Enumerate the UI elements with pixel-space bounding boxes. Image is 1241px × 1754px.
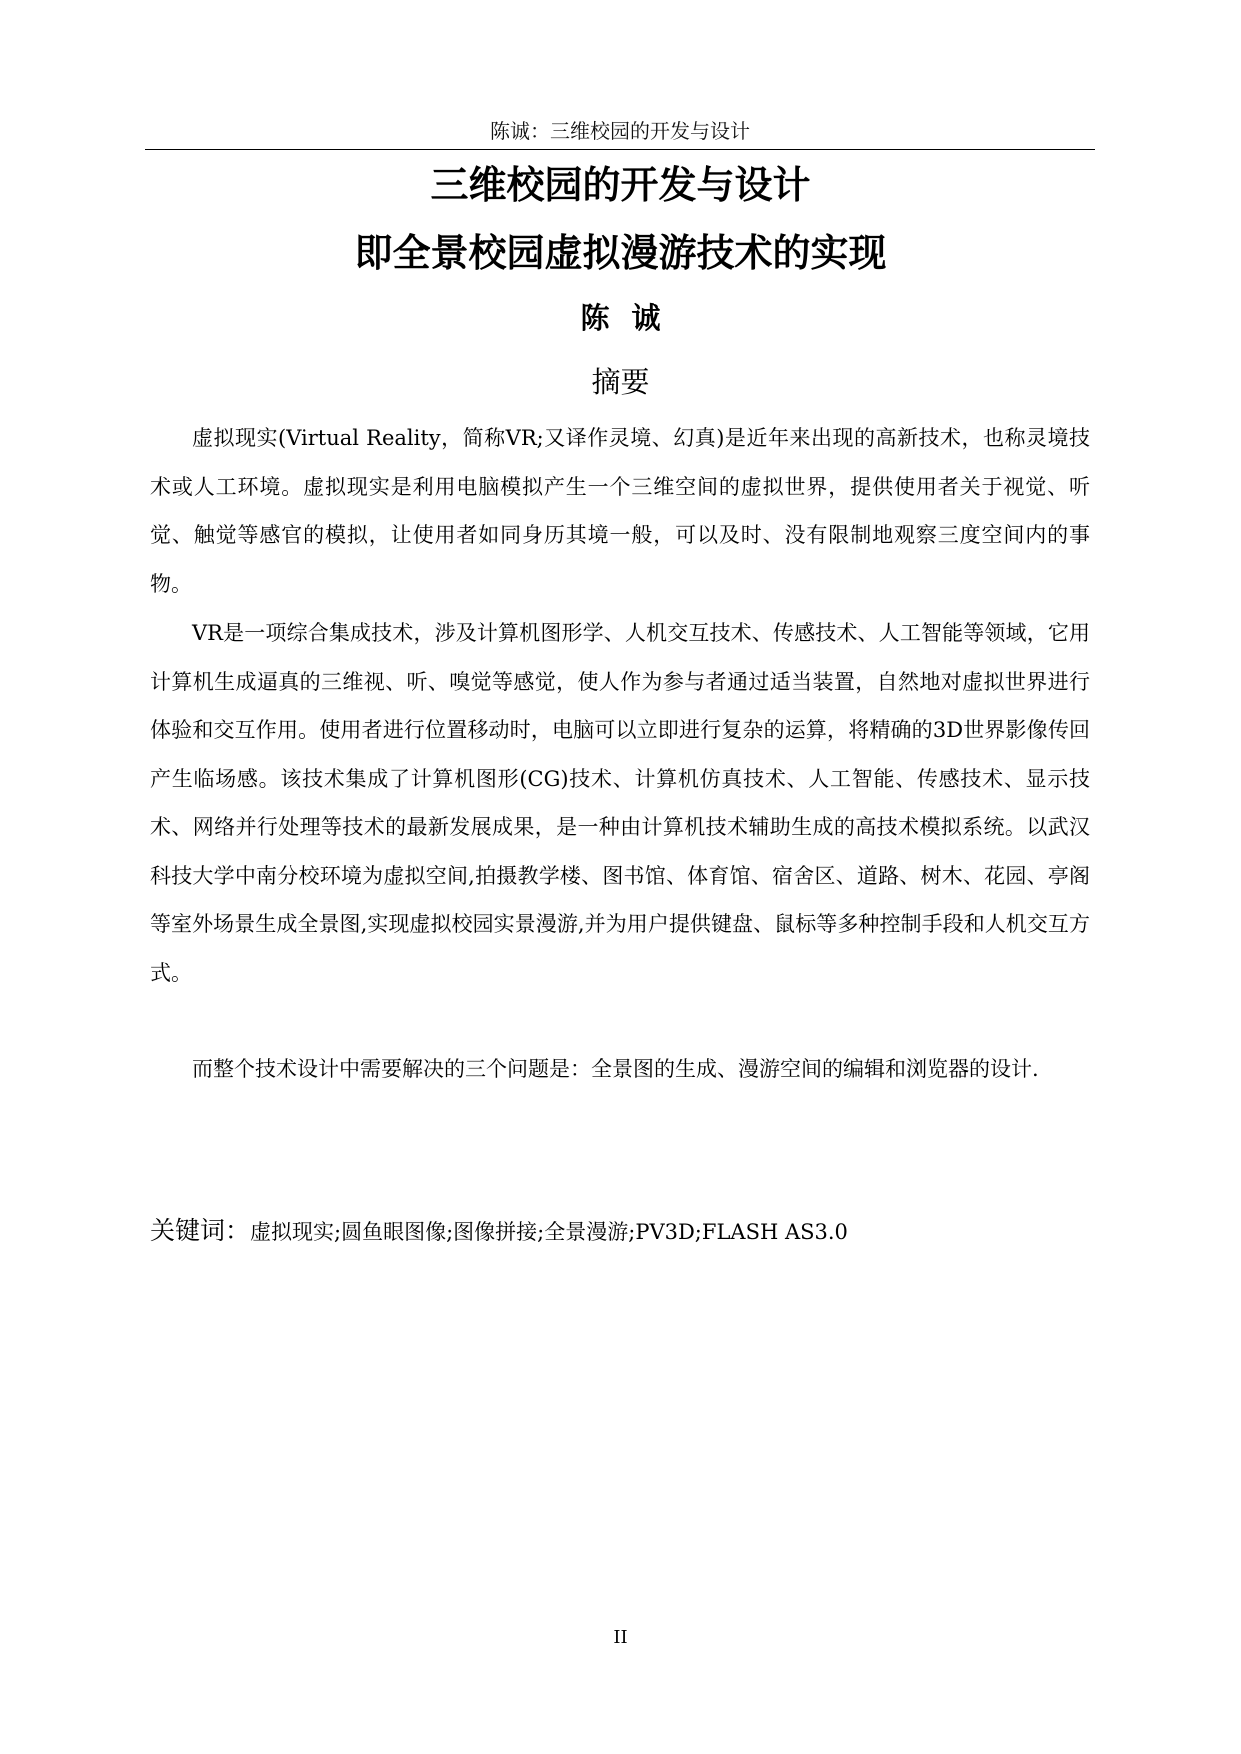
running-header: 陈诚：三维校园的开发与设计 [490, 119, 750, 143]
abstract-paragraph-2: VR是一项综合集成技术，涉及计算机图形学、人机交互技术、传感技术、人工智能等领域，它用计算机生成逼真的三维视、听、嗅觉等感觉，使人作为参与者通过适当装置，自然地对虚拟世界进行体验和交互作用。使用者进行位置移动时，电脑可以立即进行复杂的运算，将精确的3D世界影像传回产生临场感。该技术集成了计算机图形(CG)技术、计算机仿真技术、人工智能、传感技术、显示技术、网络并行处理等技术的最新发展成果，是一种由计算机技术辅助生成的高技术模拟系统。以武汉科技大学中南分校环境为虚拟空间,拍摄教学楼、图书馆、体育馆、宿舍区、道路、树木、花园、亭阁等室外场景生成全景图,实现虚拟校园实景漫游,并为用户提供键盘、鼠标等多种控制手段和人机交互方式。 [150, 621, 1090, 985]
author-name: 陈诚 [580, 301, 683, 335]
title-line-1: 三维校园的开发与设计 [430, 163, 811, 207]
keywords-line [150, 1207, 1090, 1256]
title-line-2: 即全景校园虚拟漫游技术的实现 [354, 231, 887, 275]
abstract-paragraph-1: 虚拟现实(Virtual Reality，简称VR;又译作灵境、幻真)是近年来出现的高新技术，也称灵境技术或人工环境。虚拟现实是利用电脑模拟产生一个三维空间的虚拟世界，提供使用者关于视觉、听觉、触觉等感官的模拟，让使用者如同身历其境一般，可以及时、没有限制地观察三度空间内的事物。 [150, 426, 1090, 596]
keywords-text: 虚拟现实;圆鱼眼图像;图像拼接;全景漫游;PV3D;FLASH AS3.0 [250, 1220, 848, 1244]
abstract-paragraph-3: 而整个技术设计中需要解决的三个问题是：全景图的生成、漫游空间的编辑和浏览器的设计. [192, 1057, 1039, 1081]
header-divider [145, 149, 1095, 150]
keywords-label: 关键词： [150, 1216, 251, 1245]
page-number: II [613, 1627, 628, 1648]
abstract-heading: 摘要 [591, 365, 650, 399]
